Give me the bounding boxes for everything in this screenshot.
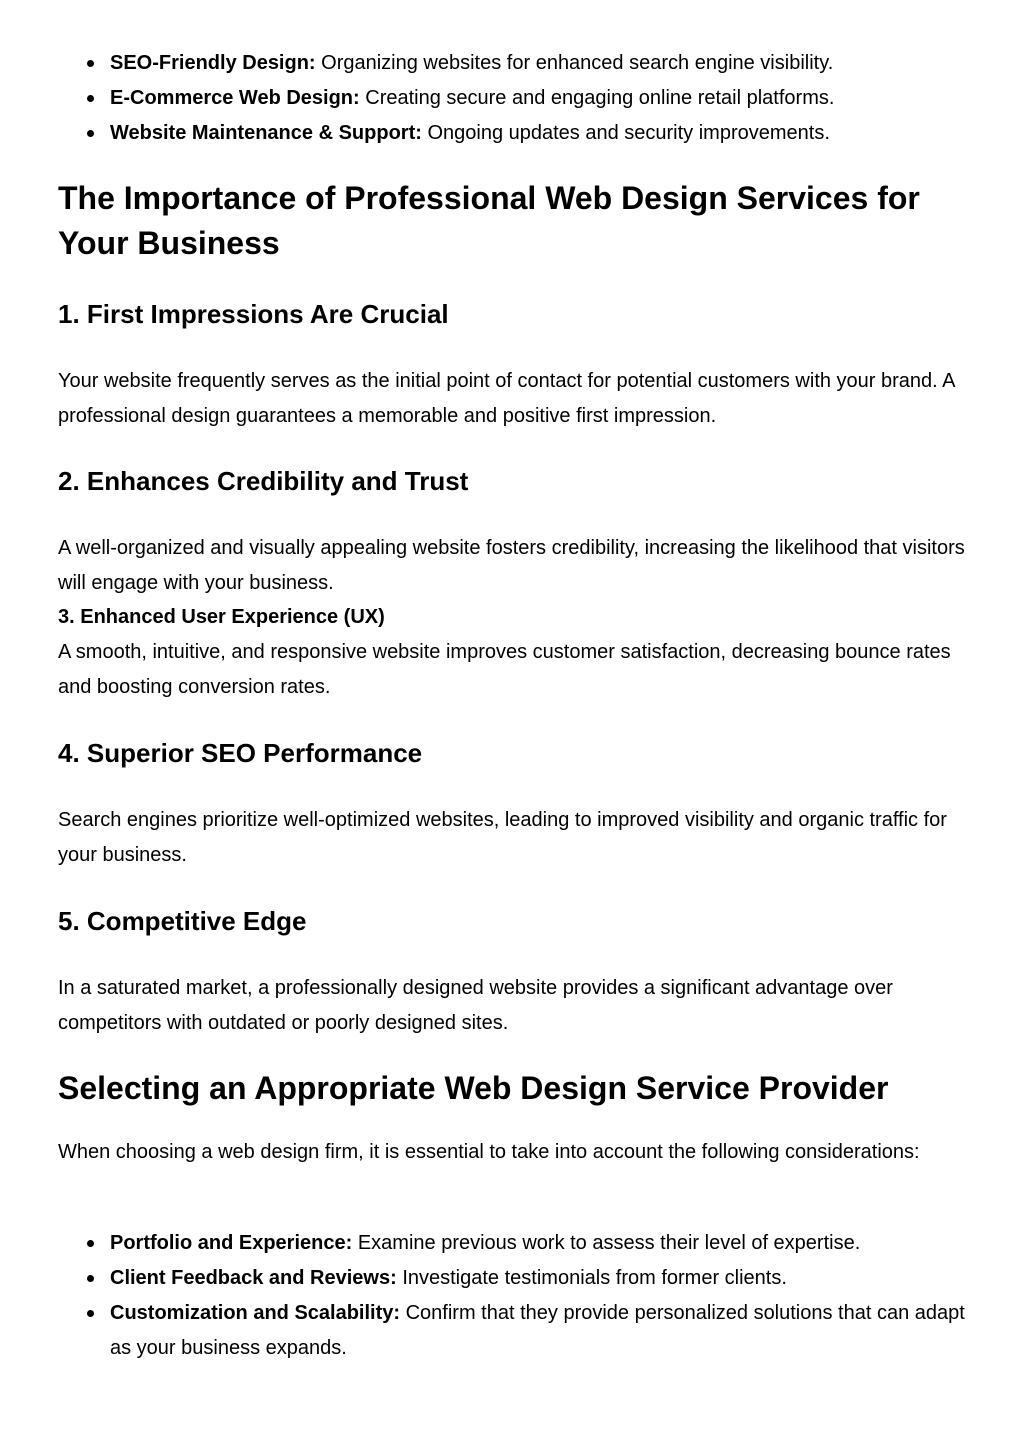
- list-item-term: Client Feedback and Reviews:: [110, 1267, 397, 1289]
- list-item-term: Customization and Scalability:: [110, 1302, 401, 1324]
- list-item-text: Creating secure and engaging online retail platforms.: [359, 87, 835, 109]
- list-item-text: Ongoing updates and security improvements.: [421, 122, 830, 144]
- list-item-term: Website Maintenance & Support:: [110, 122, 422, 144]
- list-item: [58, 81, 968, 116]
- section-title-competitive-edge: 5. Competitive Edge: [58, 906, 307, 936]
- section-body-user-experience: A smooth, intuitive, and responsive website improves customer satisfaction, decreasing bounce rates and boosting conversion rates.: [58, 641, 951, 698]
- bullet-icon: [87, 60, 94, 67]
- section-body-seo: Search engines prioritize well-optimized websites, leading to improved visibility and organic traffic for your business.: [58, 809, 947, 866]
- section-body-credibility: A well-organized and visually appealing website fosters credibility, increasing the likelihood that visitors will engage with your business.: [58, 537, 965, 594]
- list-item-term: E-Commerce Web Design:: [110, 87, 360, 109]
- list-item: [58, 1226, 968, 1261]
- list-item: [58, 116, 968, 151]
- list-item-text: Organizing websites for enhanced search engine visibility.: [315, 52, 834, 74]
- section-title-user-experience: 3. Enhanced User Experience (UX): [58, 606, 385, 628]
- selecting-heading: Selecting an Appropriate Web Design Service Provider: [58, 1070, 889, 1106]
- list-item-term: SEO-Friendly Design:: [110, 52, 316, 74]
- section-title-first-impressions: 1. First Impressions Are Crucial: [58, 299, 449, 329]
- bullet-icon: [87, 130, 94, 137]
- selecting-intro: When choosing a web design firm, it is essential to take into account the following considerations:: [58, 1141, 920, 1163]
- list-item-text: Confirm that they provide personalized solutions that can adapt as your business expands.: [110, 1302, 965, 1359]
- bullet-icon: [87, 95, 94, 102]
- list-item: [58, 1296, 968, 1366]
- list-item-text: Examine previous work to assess their level of expertise.: [352, 1232, 861, 1254]
- section-body-competitive-edge: In a saturated market, a professionally designed website provides a significant advantage over competitors with outdated or poorly designed sites.: [58, 977, 893, 1034]
- section-title-credibility: 2. Enhances Credibility and Trust: [58, 466, 469, 496]
- section-body-first-impressions: Your website frequently serves as the initial point of contact for potential customers with your brand. A professional design guarantees a memorable and positive first impression.: [58, 370, 955, 427]
- list-item: [58, 1261, 968, 1296]
- list-item-text: Investigate testimonials from former clients.: [396, 1267, 787, 1289]
- bullet-icon: [87, 1240, 94, 1247]
- section-title-seo: 4. Superior SEO Performance: [58, 738, 423, 768]
- list-item-term: Portfolio and Experience:: [110, 1232, 353, 1254]
- importance-heading: The Importance of Professional Web Design Services for Your Business: [58, 180, 920, 261]
- list-item: [58, 46, 968, 81]
- bullet-icon: [87, 1310, 94, 1317]
- bullet-icon: [87, 1275, 94, 1282]
- considerations-list: [58, 1226, 968, 1366]
- services-list: [58, 46, 968, 151]
